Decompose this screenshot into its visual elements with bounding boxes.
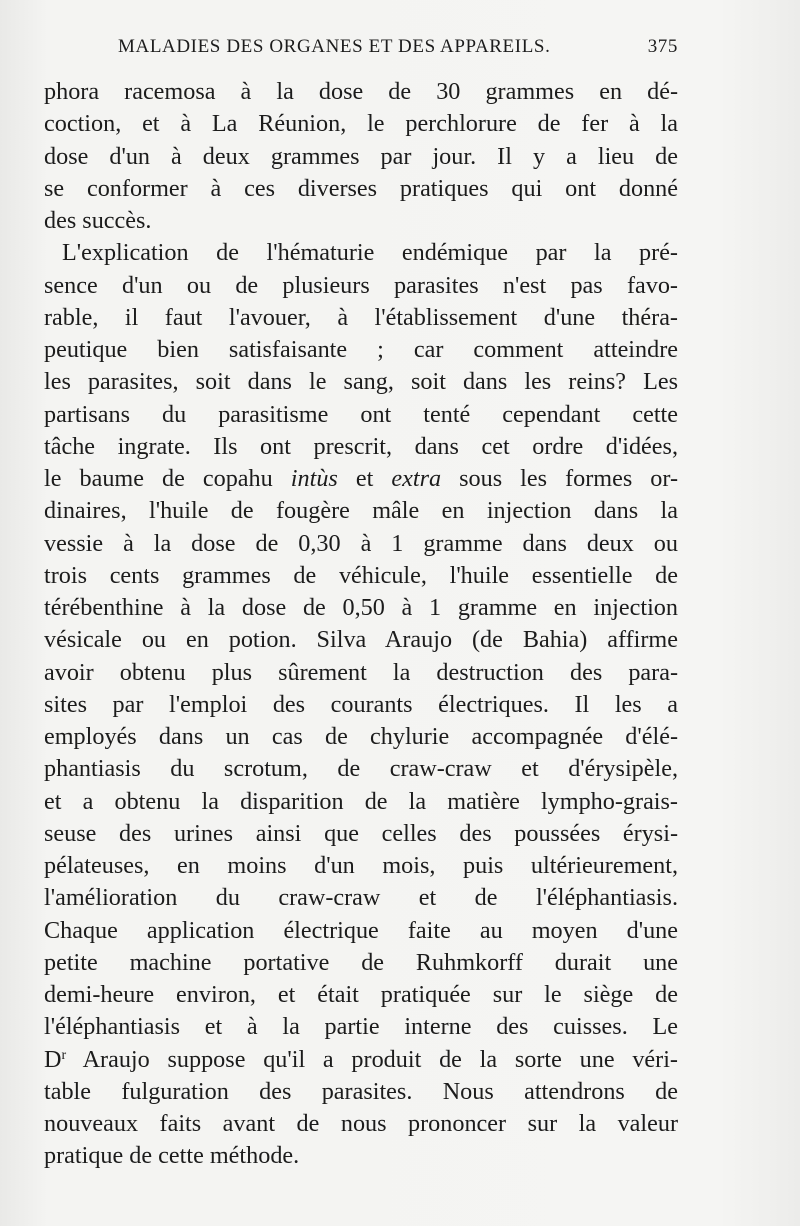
text-line: partisans du parasitisme ont tenté cependant cette	[44, 400, 678, 428]
text-line: vésicale ou en potion. Silva Araujo (de Bahia) affirme	[44, 626, 678, 654]
superscript: r	[61, 1047, 67, 1063]
text-line: tâche ingrate. Ils ont prescrit, dans cet ordre d'idées,	[44, 432, 678, 460]
text-line: dose d'un à deux grammes par jour. Il y a lieu de	[44, 142, 678, 170]
text-line: des succès.	[44, 207, 152, 234]
text-line: avoir obtenu plus sûrement la destruction des para-	[44, 658, 678, 686]
text-line: pratique de cette méthode.	[44, 1142, 300, 1170]
text-line: petite machine portative de Ruhmkorff durait une	[44, 948, 678, 976]
text-run: le baume de copahu	[44, 465, 291, 492]
text-line: table fulguration des parasites. Nous attendrons de	[44, 1077, 678, 1105]
text-line: les parasites, soit dans le sang, soit dans les reins? Les	[44, 368, 678, 396]
text-line	[44, 1044, 678, 1076]
text-line: seuse des urines ainsi que celles des poussées érysi-	[44, 819, 678, 847]
page-number: 375	[647, 36, 678, 57]
text-line: se conformer à ces diverses pratiques qui ont donné	[44, 174, 678, 202]
text-line: phora racemosa à la dose de 30 grammes en dé-	[44, 78, 678, 105]
text-run: D	[44, 1045, 62, 1073]
running-title: MALADIES DES ORGANES ET DES APPAREILS.	[118, 36, 551, 57]
page-header	[118, 36, 678, 62]
text-line: peutique bien satisfaisante ; car comment atteindre	[44, 336, 678, 363]
text-line: employés dans un cas de chylurie accompagnée d'élé-	[44, 723, 678, 750]
text-line: phantiasis du scrotum, de craw-craw et d'érysipèle,	[44, 755, 678, 783]
text-run: et	[337, 465, 392, 492]
italic-term: intùs	[290, 465, 338, 492]
text-line: L'explication de l'hématurie endémique par la pré-	[62, 239, 678, 267]
text-line: Chaque application électrique faite au moyen d'une	[44, 916, 678, 944]
text-line: trois cents grammes de véhicule, l'huile essentielle de	[44, 561, 678, 589]
text-line: l'éléphantiasis et à la partie interne des cuisses. Le	[44, 1013, 678, 1041]
italic-term: extra	[391, 465, 442, 492]
text-line: coction, et à La Réunion, le perchlorure de fer à la	[44, 110, 678, 138]
body-text	[44, 76, 678, 1173]
text-line: l'amélioration du craw-craw et de l'éléphantiasis.	[44, 884, 678, 912]
text-line: térébenthine à la dose de 0,50 à 1 gramme en injection	[44, 594, 678, 621]
text-line: demi-heure environ, et était pratiquée sur le siège de	[44, 981, 678, 1008]
text-run: sous les formes or-	[441, 465, 679, 492]
text-line: rable, il faut l'avouer, à l'établissement d'une théra-	[44, 303, 678, 331]
text-line: dinaires, l'huile de fougère mâle en injection dans la	[44, 497, 678, 525]
text-line: pélateuses, en moins d'un mois, puis ultérieurement,	[44, 852, 678, 879]
text-line: vessie à la dose de 0,30 à 1 gramme dans deux ou	[44, 529, 678, 557]
text-line: nouveaux faits avant de nous prononcer sur la valeur	[44, 1110, 678, 1137]
text-line	[44, 463, 678, 495]
text-line: sence d'un ou de plusieurs parasites n'est pas favo-	[44, 271, 678, 299]
text-line: sites par l'emploi des courants électriques. Il les a	[44, 690, 678, 718]
text-line: et a obtenu la disparition de la matière lympho-grais-	[44, 787, 678, 815]
text-run: Araujo suppose qu'il a produit de la sorte une véri-	[66, 1045, 678, 1073]
